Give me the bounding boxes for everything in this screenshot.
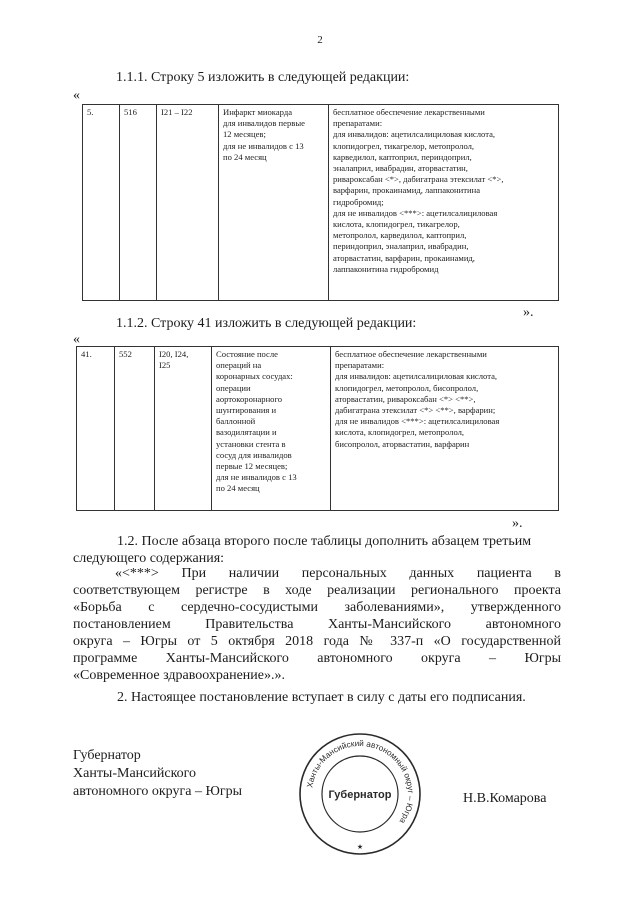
row-5-icd-cell: I21 – I22 [157, 105, 219, 301]
section-112-close-quote: ». [512, 516, 523, 531]
row-5-condition-cell: Инфаркт миокарда для инвалидов первые 12 месяцев; для не инвалидов с 13 по 24 месяц [219, 105, 329, 301]
quote-line-3: «Борьба с сердечно-сосудистыми заболеваниями», утвержденного [73, 600, 561, 615]
quote-line-6: программе Ханты-Мансийского автономного округа – Югры [73, 651, 561, 666]
page-number: 2 [317, 34, 323, 46]
quote-line-7: «Современное здравоохранение».». [73, 668, 286, 683]
row-5-provision-cell: бесплатное обеспечение лекарственными препаратами: для инвалидов: ацетилсалициловая кислота, клопидогрел, тикагрелор, метопролол, карведилол, каптоприл, периндоприл, эналаприл, ивабрадин, аторвастатин, ривароксабан <*>, дабигатрана этексилат <*>, варфарин, прокаинамид, лаппаконитина гидробромид; для не инвалидов <***>: ацетилсалициловая кислота, клопидогрел, тикагрелор, метопролол, карведилол, каптоприл, периндоприл, эналаприл, ивабрадин, аторвастатин, варфарин, прокаинамид, лаппаконитина гидробромид [329, 105, 559, 301]
table-row-5 [82, 104, 559, 301]
row-41-icd-cell: I20, I24, I25 [155, 347, 212, 511]
signature-name: Н.В.Комарова [463, 791, 547, 806]
section-111-heading: 1.1.1. Строку 5 изложить в следующей редакции: [116, 70, 410, 85]
quote-line-1: «<***> При наличии персональных данных пациента в [115, 566, 561, 581]
para-2: 2. Настоящее постановление вступает в силу с даты его подписания. [117, 690, 526, 705]
quote-line-4: постановлением Правительства Ханты-Мансийского автономного [73, 617, 561, 632]
quote-line-5: округа – Югры от 5 октября 2018 года № 337-п «О государственной [73, 634, 561, 649]
stamp-ring-text: Ханты-Мансийский автономный округ – Югра [305, 738, 416, 826]
row-5-num-cell: 5. [83, 105, 120, 301]
governor-stamp [295, 727, 425, 862]
row-41-condition-cell: Состояние после операций на коронарных сосудах: операции аортокоронарного шунтирования и баллонной вазодилятации и установки стента в сосуд для инвалидов первые 12 месяцев; для не инвалидов с 13 по 24 месяц [212, 347, 331, 511]
row-41-num-cell: 41. [77, 347, 115, 511]
signature-title-line-3: автономного округа – Югры [73, 784, 242, 799]
signature-title [73, 747, 242, 801]
row-5-code-cell: 516 [120, 105, 157, 301]
signature-title-line-2: Ханты-Мансийского [73, 766, 197, 781]
row-41-code-cell: 552 [115, 347, 155, 511]
stamp-center-text: Губернатор [328, 789, 392, 801]
section-112-open-quote: « [73, 332, 80, 347]
section-112-heading: 1.1.2. Строку 41 изложить в следующей редакции: [116, 316, 417, 331]
stamp-star-icon: ★ [356, 844, 364, 851]
quote-block [73, 565, 561, 684]
para-12-line2: следующего содержания: [73, 551, 225, 566]
quote-line-2: соответствующем регистре в ходе реализации регионального проекта [73, 583, 561, 598]
table-row-41 [76, 346, 559, 511]
para-12-line1: 1.2. После абзаца второго после таблицы дополнить абзацем третьим [117, 534, 532, 549]
row-41-provision-cell: бесплатное обеспечение лекарственными препаратами: для инвалидов: ацетилсалициловая кислота, клопидогрел, метопролол, бисопролол, аторвастатин, ривароксабан <*> <**>, дабигатрана этексилат <*> <**>, варфарин; для не инвалидов <***>: ацетилсалициловая кислота, клопидогрел, метопролол, бисопролол, аторвастатин, варфарин [331, 347, 559, 511]
section-111-open-quote: « [73, 88, 80, 103]
section-111-close-quote: ». [523, 305, 534, 320]
signature-title-line-1: Губернатор [73, 748, 141, 763]
